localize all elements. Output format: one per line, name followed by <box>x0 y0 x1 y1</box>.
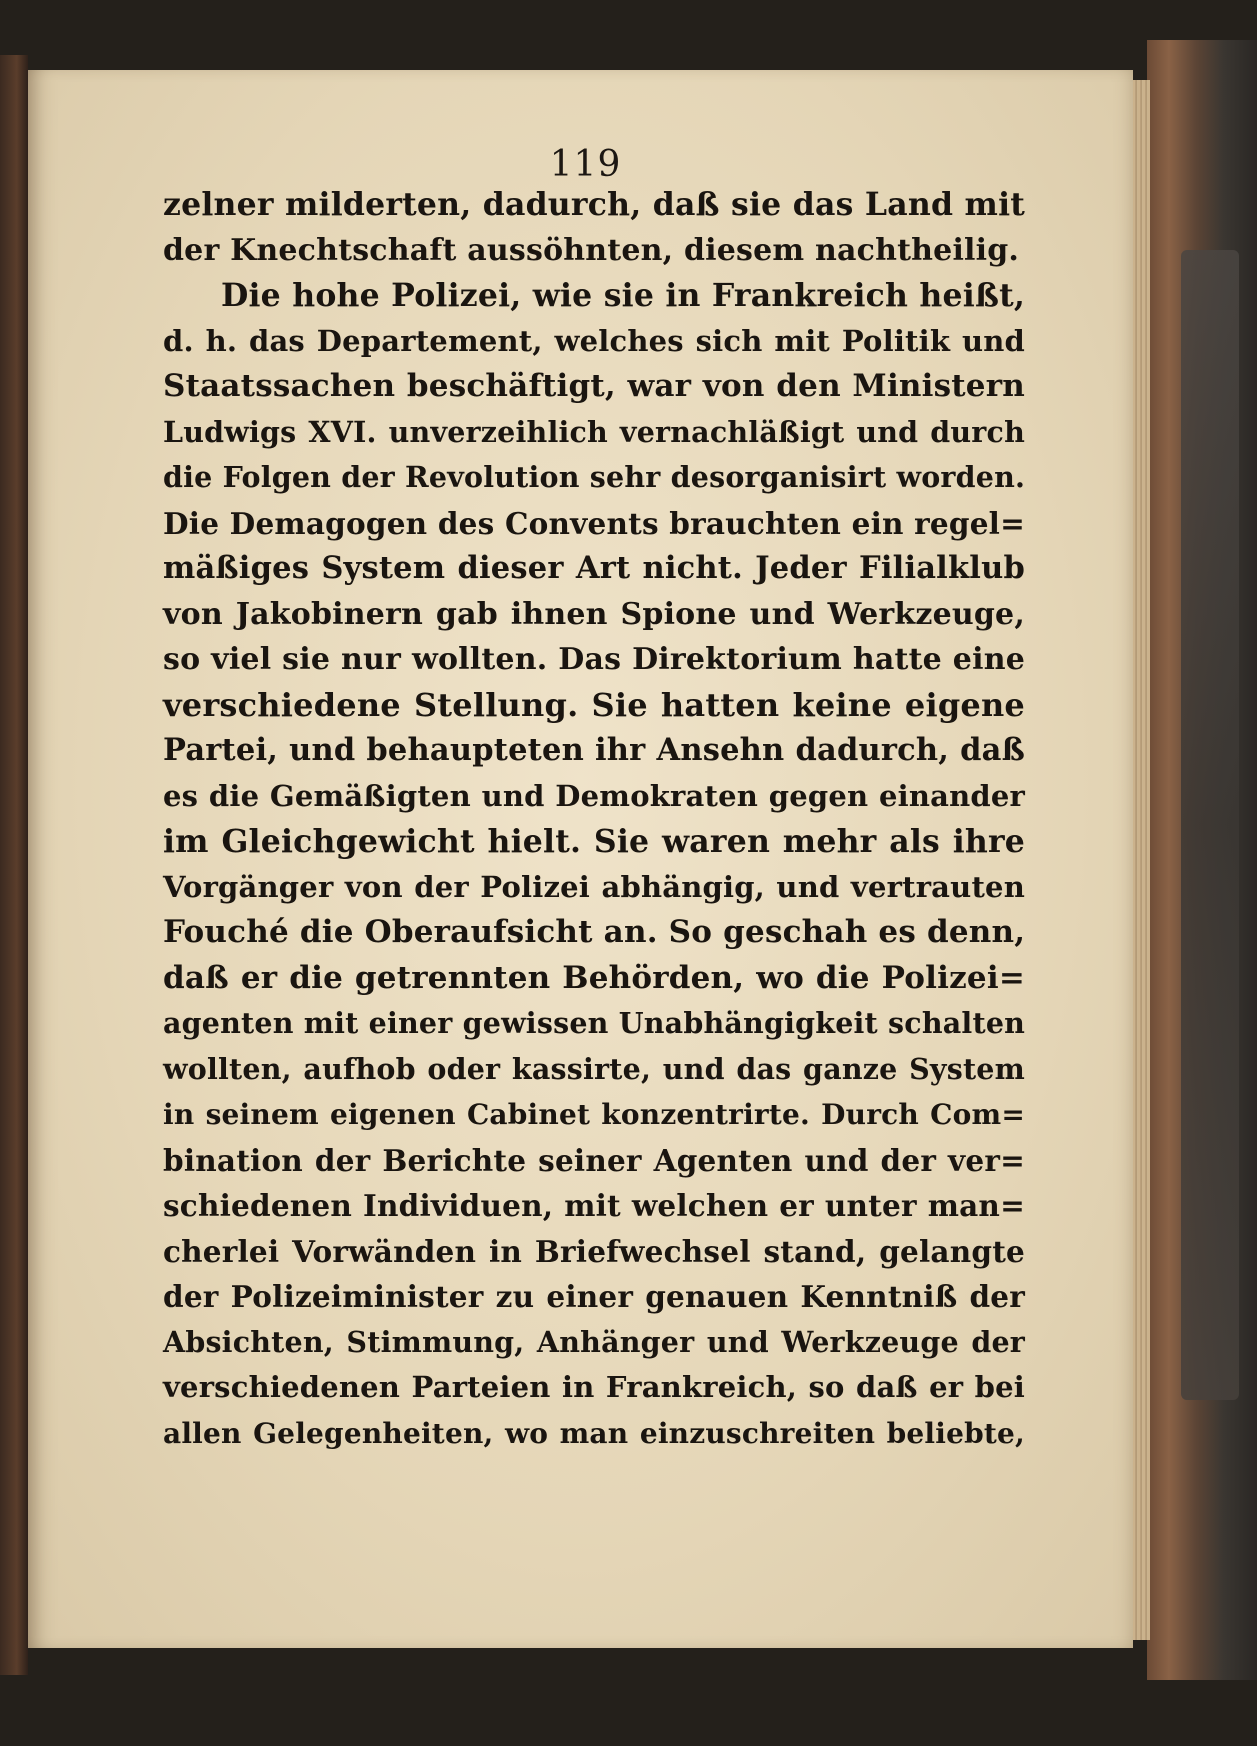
text-line: der Knechtschaft aussöhnten, diesem nachtheilig. <box>163 232 1020 268</box>
text-line: so viel sie nur wollten. Das Direktorium hatte eine <box>163 642 1025 677</box>
text-line: cherlei Vorwänden in Briefwechsel stand, gelangte <box>163 1233 1025 1269</box>
text-line: wollten, aufhob oder kassirte, und das ganze System <box>163 1051 1025 1086</box>
text-line: der Polizeiminister zu einer genauen Kenntniß der <box>163 1279 1025 1314</box>
page-number: 119 <box>549 144 622 185</box>
text-line: verschiedene Stellung. Sie hatten keine eigene <box>163 685 1025 724</box>
book-page <box>28 70 1133 1648</box>
text-line: agenten mit einer gewissen Unabhängigkeit schalten <box>163 1006 1026 1040</box>
text-line: Absichten, Stimmung, Anhänger und Werkzeuge der <box>163 1324 1025 1359</box>
text-line: Die Demagogen des Convents brauchten ein regel= <box>163 505 1025 541</box>
text-line: d. h. das Departement, welches sich mit Politik und <box>163 323 1025 358</box>
text-line: Die hohe Polizei, wie sie in Frankreich heißt, <box>221 277 1025 314</box>
text-line: Ludwigs XVI. unverzeihlich vernachläßigt und durch <box>163 414 1025 449</box>
text-line: Vorgänger von der Polizei abhängig, und vertrauten <box>163 869 1025 904</box>
text-line: zelner milderten, dadurch, daß sie das Land mit <box>163 186 1025 223</box>
text-line: verschiedenen Parteien in Frankreich, so daß er bei <box>163 1370 1025 1404</box>
text-line: allen Gelegenheiten, wo man einzuschreiten beliebte, <box>163 1416 1025 1450</box>
text-line: von Jakobinern gab ihnen Spione und Werkzeuge, <box>163 596 1025 632</box>
left-page-edge <box>0 55 28 1675</box>
text-line: bination der Berichte seiner Agenten und der ver= <box>163 1142 1025 1178</box>
text-line: Staatssachen beschäftigt, war von den Ministern <box>163 368 1025 404</box>
text-line: Fouché die Oberaufsicht an. So geschah es denn, <box>163 914 1026 950</box>
text-line: schiedenen Individuen, mit welchen er unter man= <box>163 1188 1025 1223</box>
text-line: die Folgen der Revolution sehr desorganisirt worden. <box>163 460 1026 494</box>
text-line: mäßiges System dieser Art nicht. Jeder Filialklub <box>163 550 1025 586</box>
text-line: Partei, und behaupteten ihr Ansehn dadurch, daß <box>163 732 1025 768</box>
text-line: im Gleichgewicht hielt. Sie waren mehr als ihre <box>163 823 1025 860</box>
text-line: in seinem eigenen Cabinet konzentrirte. Durch Com= <box>163 1098 1025 1131</box>
text-line: daß er die getrennten Behörden, wo die Polizei= <box>163 959 1025 996</box>
text-line: es die Gemäßigten und Demokraten gegen einander <box>163 778 1025 813</box>
body-text <box>163 182 1025 1456</box>
worn-binding <box>1181 250 1239 1400</box>
